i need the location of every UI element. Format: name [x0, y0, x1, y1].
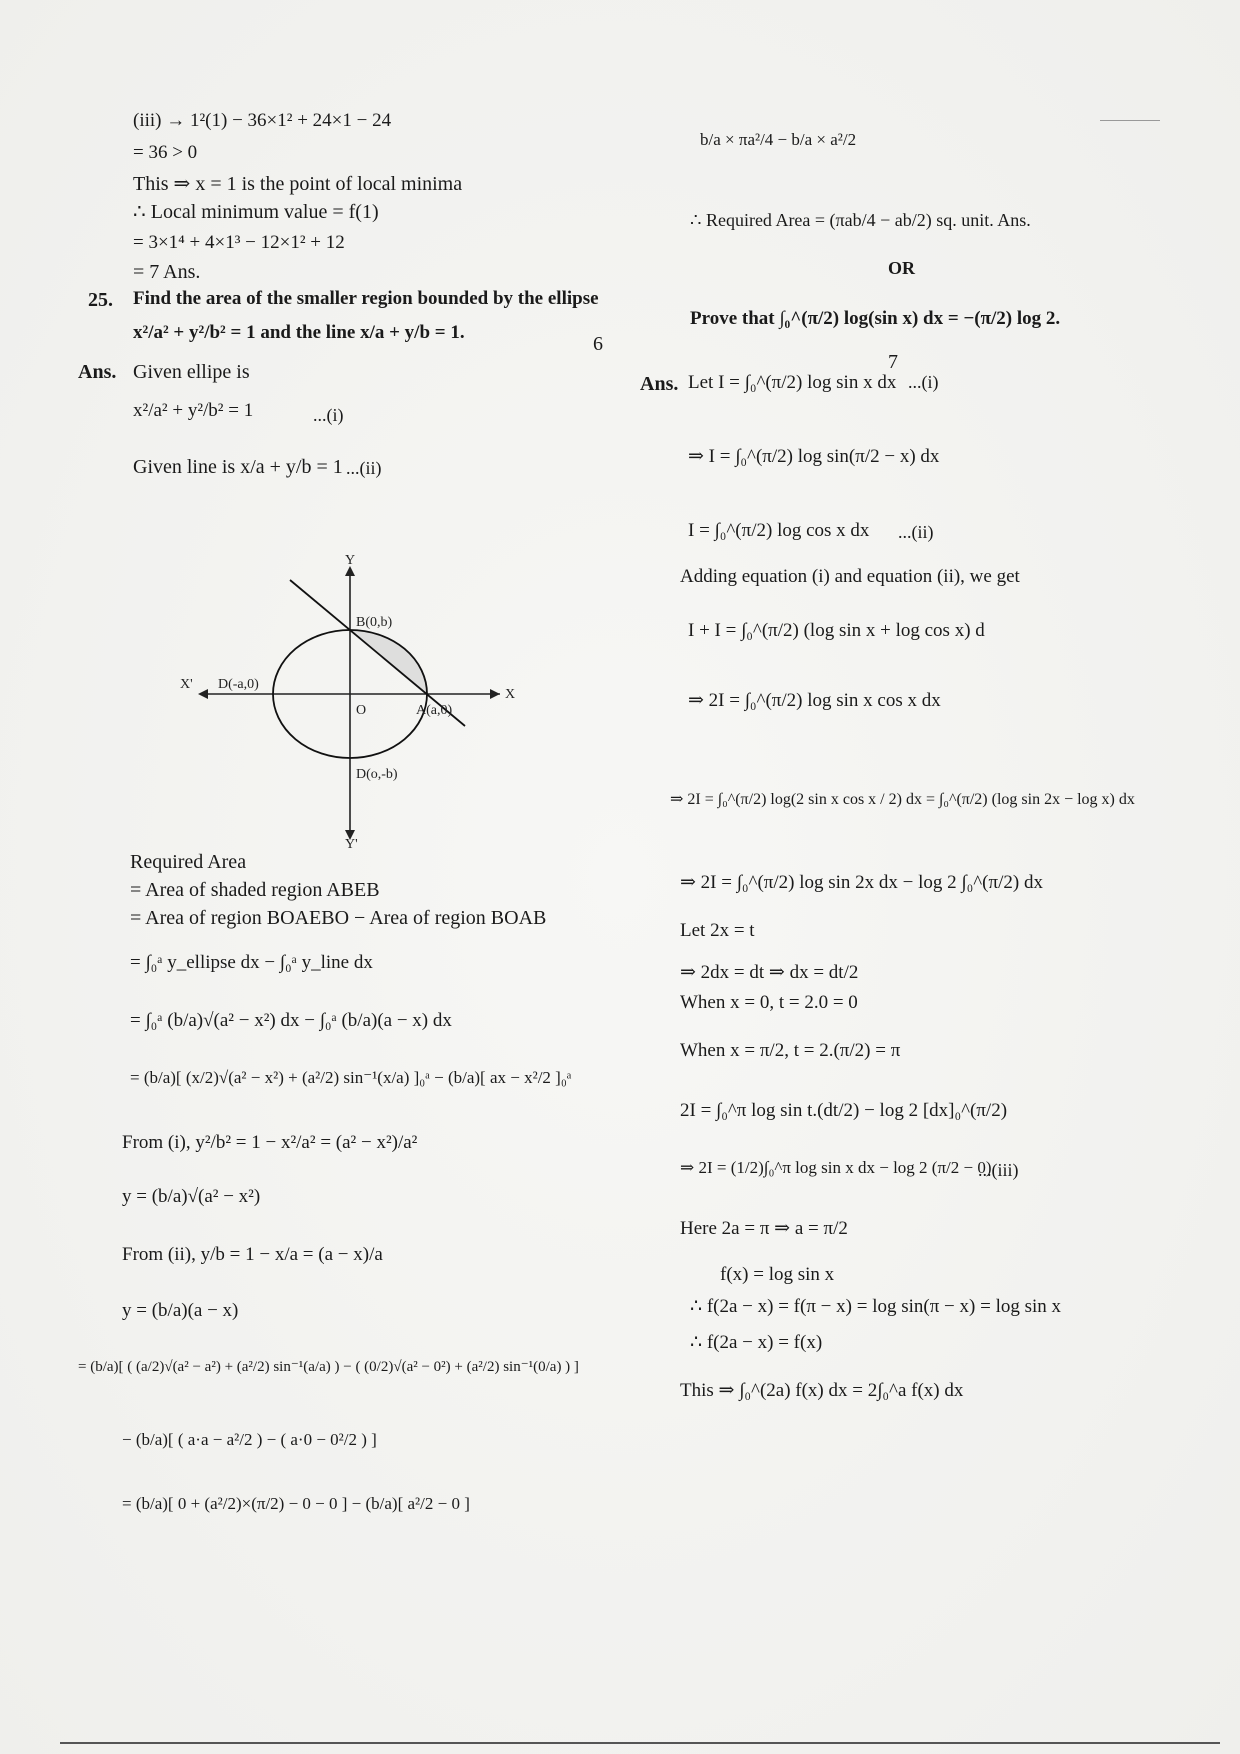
text-line: = Area of shaded region ABEB — [130, 879, 380, 901]
math-line: f(x) = log sin x — [720, 1264, 835, 1285]
math-line: Let I = ∫₀^(π/2) log sin x dx — [688, 372, 897, 393]
math-line: Here 2a = π ⇒ a = π/2 — [680, 1218, 848, 1239]
math-line: When x = 0, t = 2.0 = 0 — [680, 992, 858, 1013]
math-line: b/a × πa²/4 − b/a × a²/2 — [700, 130, 857, 149]
text-line: Adding equation (i) and equation (ii), we get — [680, 566, 1020, 587]
equation: x²/a² + y²/b² = 1 — [133, 400, 254, 421]
label-x-left: X' — [180, 677, 193, 692]
math-line: ⇒ 2I = (1/2)∫₀^π log sin x dx − log 2 (π/2 − 0) — [680, 1158, 992, 1177]
text-line: = 7 Ans. — [133, 261, 201, 283]
label-b: B(0,b) — [356, 615, 393, 630]
question-marks: 7 — [888, 351, 898, 373]
math-line: Let 2x = t — [680, 920, 755, 941]
text-line: Given line is x/a + y/b = 1 — [133, 456, 343, 478]
ellipse-figure — [180, 548, 520, 848]
question-equation: x²/a² + y²/b² = 1 and the line x/a + y/b = 1. — [133, 322, 465, 343]
scan-edge-line — [1100, 120, 1160, 121]
math-line: 2I = ∫₀^π log sin t.(dt/2) − log 2 [dx]₀^(π/2) — [680, 1100, 1008, 1121]
text-line: (iii) → 1²(1) − 36×1² + 24×1 − 24 — [133, 110, 392, 131]
math-line: When x = π/2, t = 2.(π/2) = π — [680, 1040, 901, 1061]
math-line: ∴ f(2a − x) = f(x) — [690, 1332, 823, 1353]
math-line: From (ii), y/b = 1 − x/a = (a − x)/a — [122, 1244, 383, 1265]
text-line: ∴ Required Area = (πab/4 − ab/2) sq. unit. Ans. — [690, 210, 1031, 230]
question-prove: Prove that ∫₀^(π/2) log(sin x) dx = −(π/2) log 2. — [690, 308, 1061, 329]
text-line: This ⇒ x = 1 is the point of local minima — [133, 173, 463, 195]
equation-tag: ...(i) — [908, 372, 939, 392]
math-line: ⇒ 2I = ∫₀^(π/2) log sin x cos x dx — [688, 690, 941, 711]
label-y-bottom: Y' — [345, 837, 358, 848]
math-line: y = (b/a)(a − x) — [122, 1300, 239, 1321]
text-line: ∴ Local minimum value = f(1) — [133, 201, 379, 223]
x-arrow-left — [198, 689, 208, 699]
math-line: = (b/a)[ 0 + (a²/2)×(π/2) − 0 − 0 ] − (b/a)[ a²/2 − 0 ] — [122, 1494, 470, 1513]
question-text: Find the area of the smaller region bounded by the ellipse — [133, 288, 599, 309]
text-line: = 3×1⁴ + 4×1³ − 12×1² + 12 — [133, 232, 345, 253]
text-line: Required Area — [130, 851, 247, 873]
page-bottom-rule — [60, 1742, 1220, 1744]
label-o: O — [356, 703, 367, 718]
math-line: = ∫₀ᵃ (b/a)√(a² − x²) dx − ∫₀ᵃ (b/a)(a − x) dx — [130, 1010, 452, 1031]
label-d-bottom: D(o,-b) — [356, 767, 398, 782]
equation-tag: ...(iii) — [978, 1160, 1019, 1180]
text-line: Given ellipe is — [133, 361, 250, 383]
math-line: From (i), y²/b² = 1 − x²/a² = (a² − x²)/a² — [122, 1132, 418, 1153]
text-line: = Area of region BOAEBO − Area of region BOAB — [130, 907, 547, 929]
math-line: ⇒ I = ∫₀^(π/2) log sin(π/2 − x) dx — [688, 446, 940, 467]
ellipse-diagram — [180, 548, 520, 848]
question-marks: 6 — [593, 333, 603, 355]
equation-tag: ...(ii) — [346, 458, 382, 478]
label-a: A(a,0) — [416, 703, 453, 718]
math-line: ⇒ 2I = ∫₀^(π/2) log(2 sin x cos x / 2) dx = ∫₀^(π/2) (log sin 2x − log x) dx — [670, 791, 1135, 808]
answer-label: Ans. — [640, 373, 679, 395]
x-arrow-right — [490, 689, 500, 699]
math-line: I + I = ∫₀^(π/2) (log sin x + log cos x) d — [688, 620, 985, 641]
math-line: ∴ f(2a − x) = f(π − x) = log sin(π − x) = log sin x — [690, 1296, 1062, 1317]
or-divider: OR — [888, 258, 915, 278]
equation-tag: ...(i) — [313, 405, 344, 425]
math-line: = ∫₀ᵃ y_ellipse dx − ∫₀ᵃ y_line dx — [130, 952, 373, 973]
math-line: = (b/a)[ ( (a/2)√(a² − a²) + (a²/2) sin⁻¹(a/a) ) − ( (0/2)√(a² − 0²) + (a²/2) sin⁻¹(0/a) ) ] — [78, 1359, 579, 1375]
math-line: − (b/a)[ ( a·a − a²/2 ) − ( a·0 − 0²/2 ) ] — [122, 1430, 377, 1449]
math-line: y = (b/a)√(a² − x²) — [122, 1186, 261, 1207]
math-line: ⇒ 2dx = dt ⇒ dx = dt/2 — [680, 962, 859, 983]
label-x-right: X — [505, 687, 516, 702]
math-line: = (b/a)[ (x/2)√(a² − x²) + (a²/2) sin⁻¹(x/a) ]₀ᵃ − (b/a)[ ax − x²/2 ]₀ᵃ — [130, 1068, 572, 1087]
answer-label: Ans. — [78, 361, 117, 383]
label-y-top: Y — [345, 553, 356, 568]
equation-tag: ...(ii) — [898, 522, 934, 542]
math-line: I = ∫₀^(π/2) log cos x dx — [688, 520, 870, 541]
question-number: 25. — [88, 289, 113, 311]
text-line: = 36 > 0 — [133, 142, 198, 163]
math-line: This ⇒ ∫₀^(2a) f(x) dx = 2∫₀^a f(x) dx — [680, 1380, 964, 1401]
math-line: ⇒ 2I = ∫₀^(π/2) log sin 2x dx − log 2 ∫₀^(π/2) dx — [680, 872, 1043, 893]
label-d-left: D(-a,0) — [218, 677, 259, 692]
